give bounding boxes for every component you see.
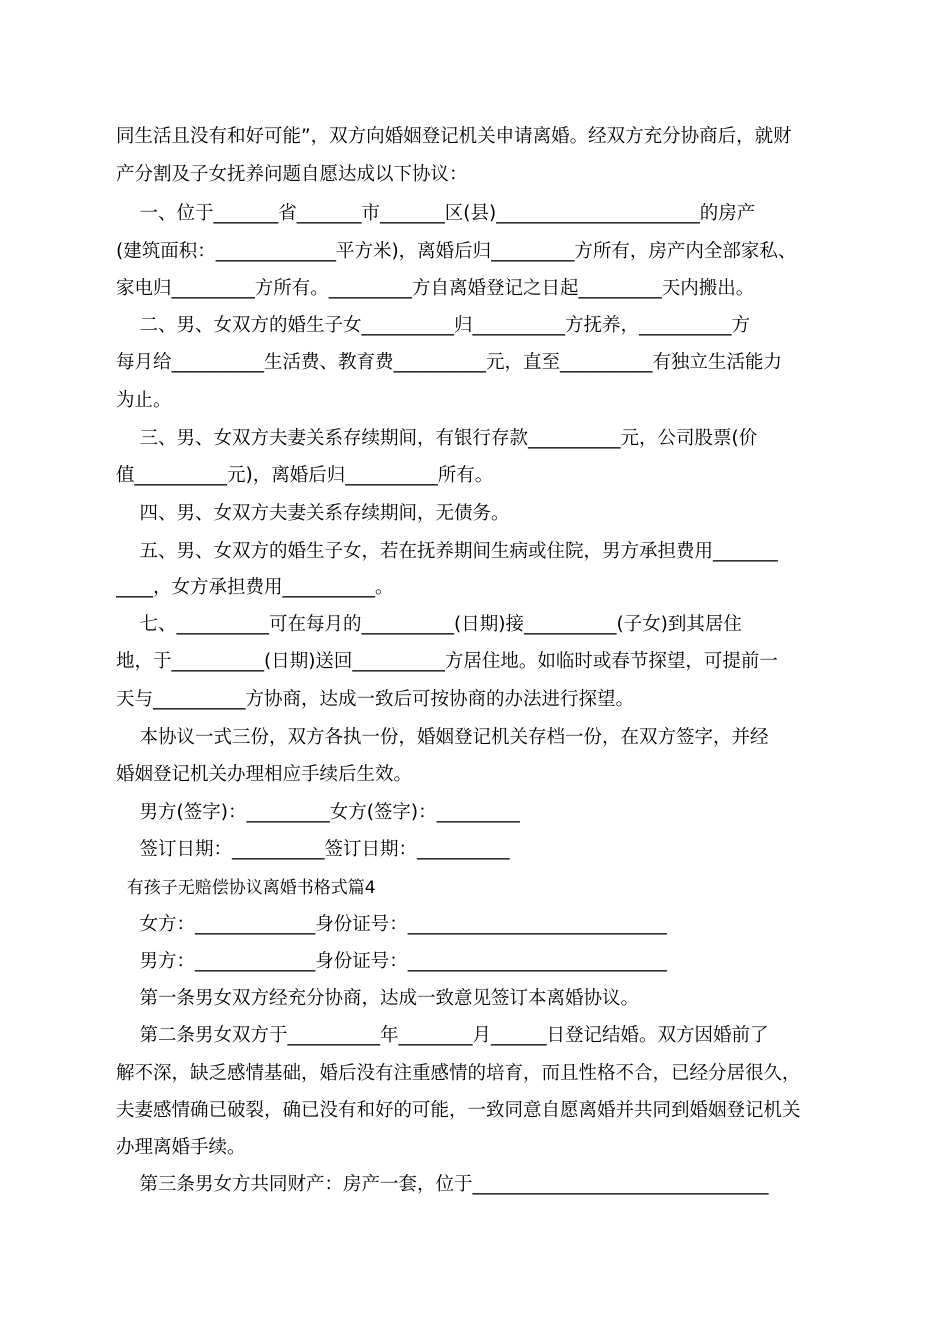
clause-4-line: 四、男、女双方夫妻关系存续期间，无债务。	[116, 503, 510, 524]
clause-7-line: 地，于__________(日期)送回__________方居住地。如临时或春节探望，可提前一	[116, 651, 778, 672]
section-heading: 有孩子无赔偿协议离婚书格式篇4	[116, 878, 376, 898]
sign-date-line: 签订日期：__________签订日期：__________	[116, 839, 510, 860]
clause-2-line: 二、男、女双方的婚生子女__________归__________方抚养，__________方	[116, 315, 751, 336]
effect-line: 婚姻登记机关办理相应手续后生效。	[116, 764, 413, 785]
article-2-line: 第二条男女双方于__________年________月______日登记结婚。双方因婚前了	[116, 1025, 769, 1046]
article-1-line: 第一条男女双方经充分协商，达成一致意见签订本离婚协议。	[116, 988, 640, 1009]
husband-id-line: 男方：_____________身份证号：____________________________	[116, 951, 667, 972]
clause-3-line: 三、男、女双方夫妻关系存续期间，有银行存款__________元，公司股票(价	[116, 428, 758, 449]
article-3-line: 第三条男女方共同财产：房产一套，位于________________________________	[116, 1174, 769, 1195]
clause-1-line: (建筑面积：_____________平方米)，离婚后归_________方所有，房产内全部家私、	[116, 241, 797, 262]
article-2-line: 办理离婚手续。	[116, 1137, 246, 1158]
article-2-line: 夫妻感情确已破裂，确已没有和好的可能，一致同意自愿离婚并共同到婚姻登记机关	[116, 1100, 801, 1121]
clause-5-line: 五、男、女双方的婚生子女，若在抚养期间生病或住院，男方承担费用_______	[116, 541, 778, 562]
effect-line: 本协议一式三份，双方各执一份，婚姻登记机关存档一份，在双方签字，并经	[116, 727, 769, 748]
clause-7-line: 天与__________方协商，达成一致后可按协商的办法进行探望。	[116, 689, 635, 710]
article-2-line: 解不深，缺乏感情基础，婚后没有注重感情的培育，而且性格不合，已经分居很久，	[116, 1063, 801, 1084]
clause-1-line: 一、位于_______省_______市_______区(县)______________________的房产	[116, 203, 756, 224]
signature-line: 男方(签字)：_________女方(签字)：_________	[116, 802, 520, 823]
clause-7-line: 七、__________可在每月的__________(日期)接__________(子女)到其居住	[116, 614, 742, 635]
clause-2-line: 为止。	[116, 390, 172, 411]
wife-id-line: 女方：_____________身份证号：____________________________	[116, 914, 667, 935]
clause-2-line: 每月给__________生活费、教育费__________元，直至__________有独立生活能力	[116, 352, 783, 373]
clause-5-line: ____，女方承担费用__________。	[116, 577, 394, 598]
paragraph-line: 产分割及子女抚养问题自愿达成以下协议：	[116, 164, 468, 185]
clause-3-line: 值__________元)，离婚后归__________所有。	[116, 465, 494, 486]
paragraph-line: 同生活且没有和好可能”，双方向婚姻登记机关申请离婚。经双方充分协商后，就财	[116, 126, 792, 147]
clause-1-line: 家电归_________方所有。_________方自离婚登记之日起_________天内搬出。	[116, 278, 755, 299]
